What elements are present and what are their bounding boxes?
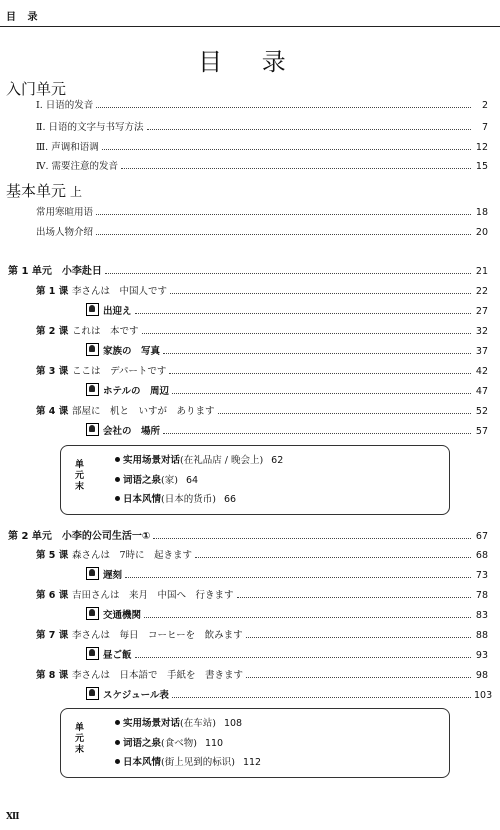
entry-label: Ⅱ. 日语的文字与书写方法	[36, 122, 144, 133]
entry-page: 47	[475, 386, 488, 397]
unit-end-box	[60, 708, 450, 778]
item-text: (在礼品店 / 晚会上)	[180, 455, 264, 466]
basic-heading-suffix: 上	[70, 185, 83, 199]
lesson-title: これは 本です	[72, 326, 139, 337]
bullet-icon	[115, 496, 120, 501]
entry-page: 2	[481, 100, 488, 111]
item-text: (食べ物)	[161, 738, 197, 749]
leader-dots	[96, 214, 471, 215]
character-icon	[86, 303, 99, 316]
subsection-title: 交通機関	[103, 610, 142, 621]
leader-dots	[142, 333, 471, 334]
lesson-number: 第 6 课	[36, 590, 69, 601]
lesson-title: 李さんは 日本語で 手紙を 書きます	[72, 670, 244, 681]
leader-dots	[102, 149, 471, 150]
item-bold: 日本风情	[123, 757, 162, 768]
lesson-title: 森さんは 7時に 起きます	[72, 550, 193, 561]
lesson-entry[interactable]	[36, 588, 488, 601]
lesson-entry[interactable]	[36, 404, 488, 417]
lesson-number: 第 4 课	[36, 406, 69, 417]
bullet-icon	[115, 720, 120, 725]
entry-page: 88	[475, 630, 488, 641]
leader-dots	[195, 557, 471, 558]
leader-dots	[246, 677, 471, 678]
lesson-entry[interactable]	[36, 324, 488, 337]
item-text: (在车站)	[180, 718, 216, 729]
lesson-title: 部屋に 机と いすが あります	[72, 406, 215, 417]
leader-dots	[147, 129, 472, 130]
entry-label: 出场人物介绍	[36, 227, 94, 238]
subsection-title: ホテルの 周辺	[103, 386, 170, 397]
leader-dots	[96, 107, 471, 108]
entry-page: 103	[474, 690, 493, 701]
entry-page: 22	[475, 286, 488, 297]
entry-page: 78	[475, 590, 488, 601]
subsection-entry[interactable]	[86, 608, 488, 621]
leader-dots	[163, 433, 471, 434]
section-heading-intro	[6, 78, 66, 99]
leader-dots	[170, 293, 471, 294]
unit-end-box	[60, 445, 450, 515]
item-text: (家)	[161, 475, 178, 486]
leader-dots	[135, 657, 471, 658]
leader-dots	[163, 353, 471, 354]
entry-page: 93	[475, 650, 488, 661]
lesson-title: 李さんは 毎日 コーヒーを 飲みます	[72, 630, 243, 641]
leader-dots	[172, 697, 471, 698]
entry-label: 常用寒暄用语	[36, 207, 94, 218]
toc-entry[interactable]	[36, 140, 488, 153]
lesson-entry[interactable]	[36, 284, 488, 297]
character-icon	[86, 423, 99, 436]
header-rule	[0, 26, 500, 27]
unit-entry[interactable]	[8, 264, 488, 277]
leader-dots	[105, 273, 471, 274]
subsection-title: 出迎え	[103, 306, 132, 317]
item-text: (街上见到的标识)	[161, 757, 235, 768]
item-page: 108	[223, 718, 243, 729]
lesson-entry[interactable]	[36, 364, 488, 377]
leader-dots	[246, 637, 471, 638]
lesson-number: 第 2 课	[36, 326, 69, 337]
unit-entry[interactable]	[8, 529, 488, 542]
subsection-entry[interactable]	[86, 304, 488, 317]
toc-entry[interactable]	[36, 159, 488, 172]
lesson-number: 第 7 课	[36, 630, 69, 641]
unit-end-label: 单 元 末	[75, 723, 85, 755]
entry-label: Ⅲ. 声调和语调	[36, 142, 99, 153]
subsection-title: 会社の 場所	[103, 426, 161, 437]
subsection-title: スケジュール表	[103, 690, 169, 701]
leader-dots	[169, 373, 471, 374]
entry-page: 73	[475, 570, 488, 581]
character-icon	[86, 687, 99, 700]
bullet-icon	[115, 740, 120, 745]
lesson-entry[interactable]	[36, 628, 488, 641]
item-bold: 实用场景对话	[123, 718, 181, 729]
leader-dots	[144, 617, 471, 618]
leader-dots	[218, 413, 471, 414]
lesson-number: 第 1 课	[36, 286, 69, 297]
unit-end-item[interactable]	[115, 472, 198, 486]
entry-label: Ⅰ. 日语的发音	[36, 100, 94, 111]
entry-page: 57	[475, 426, 488, 437]
lesson-number: 第 5 课	[36, 550, 69, 561]
bullet-icon	[115, 457, 120, 462]
character-icon	[86, 383, 99, 396]
item-text: (日本的货币)	[161, 494, 216, 505]
entry-page: 18	[475, 207, 488, 218]
toc-entry[interactable]	[36, 98, 488, 111]
bullet-icon	[115, 759, 120, 764]
subsection-entry[interactable]	[86, 648, 488, 661]
entry-page: 27	[475, 306, 488, 317]
basic-heading-text: 基本单元	[6, 182, 67, 200]
item-page: 112	[242, 757, 262, 768]
lesson-entry[interactable]	[36, 548, 488, 561]
entry-page: 20	[475, 227, 488, 238]
subsection-entry[interactable]	[86, 424, 488, 437]
leader-dots	[153, 538, 471, 539]
entry-page: 52	[475, 406, 488, 417]
item-page: 110	[204, 738, 224, 749]
subsection-entry[interactable]	[86, 344, 488, 357]
unit-end-item[interactable]	[115, 754, 261, 768]
lesson-title: 吉田さんは 来月 中国へ 行きます	[72, 590, 234, 601]
item-bold: 词语之泉	[123, 738, 162, 749]
character-icon	[86, 647, 99, 660]
leader-dots	[172, 393, 471, 394]
unit-end-label: 单 元 末	[75, 460, 85, 492]
item-bold: 词语之泉	[123, 475, 162, 486]
leader-dots	[237, 597, 471, 598]
intro-heading-text: 入门单元	[6, 80, 67, 98]
lesson-title: 李さんは 中国人です	[72, 286, 168, 297]
running-header: 目 录	[6, 12, 42, 23]
character-icon	[86, 343, 99, 356]
leader-dots	[125, 577, 471, 578]
entry-page: 21	[475, 266, 488, 277]
toc-entry[interactable]	[36, 225, 488, 238]
subsection-entry[interactable]	[86, 688, 493, 701]
lesson-number: 第 3 课	[36, 366, 69, 377]
character-icon	[86, 607, 99, 620]
lesson-number: 第 8 课	[36, 670, 69, 681]
item-page: 66	[223, 494, 237, 505]
entry-page: 83	[475, 610, 488, 621]
subsection-title: 遅刻	[103, 570, 123, 581]
item-page: 62	[271, 455, 284, 466]
unit-end-item[interactable]	[115, 491, 236, 505]
entry-page: 68	[475, 550, 488, 561]
toc-entry[interactable]	[36, 205, 488, 218]
unit-end-item[interactable]	[115, 452, 283, 466]
section-heading-basic	[6, 180, 82, 201]
leader-dots	[121, 168, 471, 169]
unit-end-item[interactable]	[115, 735, 223, 749]
subsection-title: 家族の 写真	[103, 346, 161, 357]
subsection-title: 昼ご飯	[103, 650, 132, 661]
entry-page: 7	[481, 122, 488, 133]
page-number-footer: Ⅻ	[6, 812, 20, 822]
entry-page: 12	[475, 142, 488, 153]
item-bold: 日本风情	[123, 494, 162, 505]
subsection-entry[interactable]	[86, 384, 488, 397]
lesson-title: ここは デパートです	[72, 366, 167, 377]
entry-page: 15	[475, 161, 488, 172]
item-bold: 实用场景对话	[123, 455, 181, 466]
leader-dots	[96, 234, 471, 235]
entry-label: Ⅳ. 需要注意的发音	[36, 161, 119, 172]
page-title: 目 录	[198, 48, 302, 76]
leader-dots	[135, 313, 471, 314]
lesson-entry[interactable]	[36, 668, 488, 681]
subsection-entry[interactable]	[86, 568, 488, 581]
unit-label: 第 1 单元 小李赴日	[8, 266, 102, 277]
entry-page: 98	[475, 670, 488, 681]
toc-entry[interactable]	[36, 120, 488, 133]
entry-page: 32	[475, 326, 488, 337]
unit-end-item[interactable]	[115, 715, 242, 729]
character-icon	[86, 567, 99, 580]
entry-page: 67	[475, 531, 488, 542]
item-page: 64	[185, 475, 199, 486]
unit-label: 第 2 单元 小李的公司生活一①	[8, 531, 151, 542]
entry-page: 42	[475, 366, 488, 377]
entry-page: 37	[475, 346, 488, 357]
bullet-icon	[115, 477, 120, 482]
